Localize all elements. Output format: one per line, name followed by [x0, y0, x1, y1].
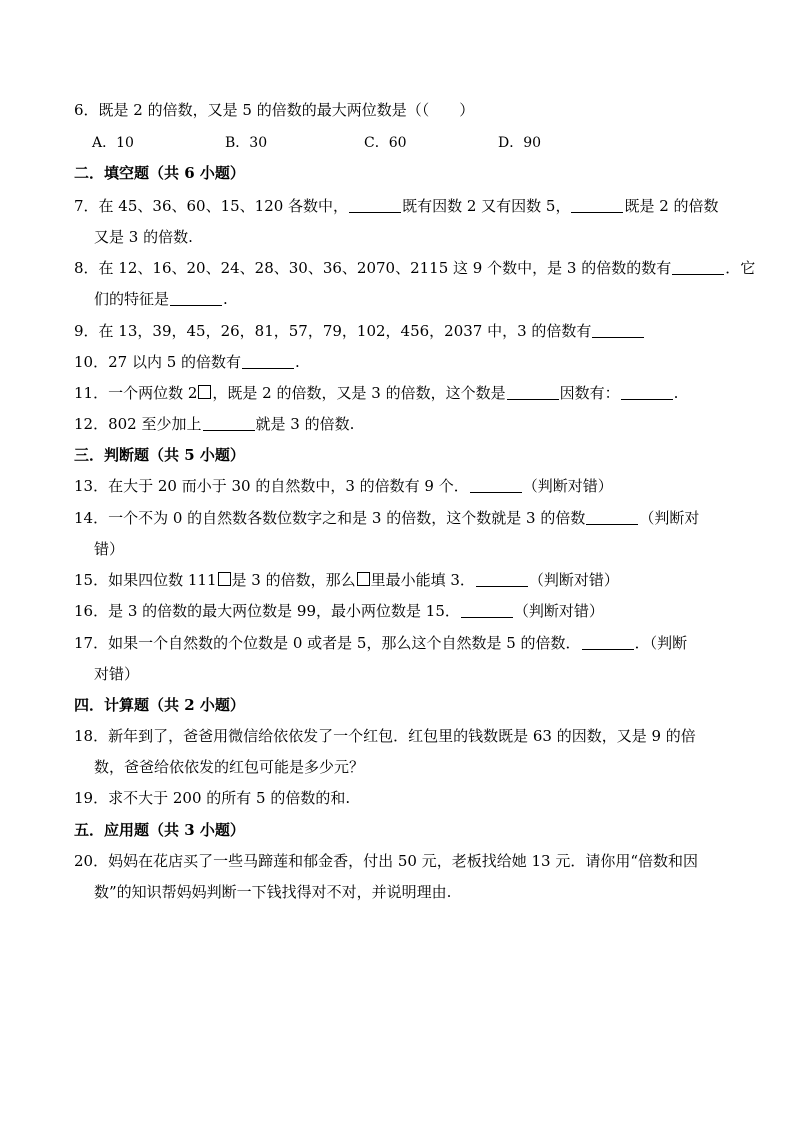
question-10-text-1: 10．27 以内 5 的倍数有 [74, 353, 242, 371]
answer-blank[interactable] [476, 571, 528, 587]
question-13-text-2: （判断对错） [522, 477, 613, 495]
question-7-text-3: 既是 2 的倍数 [624, 197, 719, 215]
question-11 [74, 382, 678, 404]
question-8-text-1: 8．在 12、16、20、24、28、30、36、2070、2115 这 9 个数中，是 3 的倍数的数有 [74, 259, 672, 277]
question-11-text-2: ，既是 2 的倍数，又是 3 的倍数，这个数是 [212, 384, 506, 402]
question-13 [74, 475, 613, 497]
question-7-text-2: 既有因数 2 又有因数 5， [402, 197, 571, 215]
question-11-text-1: 11．一个两位数 2 [74, 384, 198, 402]
question-8 [74, 257, 755, 279]
answer-blank[interactable] [349, 197, 401, 213]
answer-blank[interactable] [203, 415, 255, 431]
question-15-text-1: 15．如果四位数 111 [74, 571, 217, 589]
question-7 [74, 195, 719, 217]
option-b: B．30 [225, 135, 268, 151]
question-14 [74, 507, 699, 529]
question-6-text: 6．既是 2 的倍数，又是 5 的倍数的最大两位数是（（ ） [74, 101, 475, 119]
answer-blank[interactable] [461, 602, 513, 618]
question-14-text-1: 14．一个不为 0 的自然数各数位数字之和是 3 的倍数，这个数就是 3 的倍数 [74, 509, 586, 527]
question-15-text-4: （判断对错） [528, 571, 619, 589]
answer-blank[interactable] [507, 384, 559, 400]
digit-box [218, 572, 231, 586]
question-8-line-2 [94, 288, 228, 310]
section-5-heading: 五．应用题（共 3 小题） [74, 821, 245, 839]
question-8-text-4: . [223, 290, 228, 308]
question-18-line-2: 数，爸爸给依依发的红包可能是多少元？ [94, 758, 365, 776]
section-3-heading: 三．判断题（共 5 小题） [74, 446, 245, 464]
answer-blank[interactable] [470, 477, 522, 493]
question-20: 20．妈妈在花店买了一些马蹄莲和郁金香，付出 50 元，老板找给她 13 元．请你用“倍数和因 [74, 852, 699, 870]
question-14-line-2: 错） [94, 540, 125, 558]
answer-blank[interactable] [586, 509, 638, 525]
answer-blank[interactable] [170, 290, 222, 306]
question-9-text: 9．在 13，39，45，26，81，57，79，102，456，2037 中，3 的倍数有 [74, 322, 592, 340]
question-20-line-2: 数”的知识帮妈妈判断一下钱找得对不对，并说明理由. [94, 883, 452, 901]
answer-blank[interactable] [672, 259, 724, 275]
answer-blank[interactable] [571, 197, 623, 213]
question-11-text-3: 因数有： [559, 384, 620, 402]
question-17-line-2: 对错） [94, 665, 140, 683]
question-15 [74, 569, 619, 591]
question-12 [74, 413, 354, 435]
option-a: A．10 [92, 135, 134, 151]
question-8-text-2: ．它 [725, 259, 756, 277]
question-11-text-4: . [673, 384, 679, 402]
question-16-text-1: 16．是 3 的倍数的最大两位数是 99，最小两位数是 15． [74, 602, 460, 620]
section-4-heading: 四．计算题（共 2 小题） [74, 696, 245, 714]
question-9 [74, 320, 645, 342]
question-16 [74, 600, 604, 622]
question-17 [74, 632, 687, 654]
digit-box [357, 572, 370, 586]
answer-blank[interactable] [242, 353, 294, 369]
question-13-text-1: 13．在大于 20 而小于 30 的自然数中，3 的倍数有 9 个． [74, 477, 469, 495]
question-16-text-2: （判断对错） [513, 602, 604, 620]
question-7-line-2: 又是 3 的倍数. [94, 228, 193, 246]
question-12-text-1: 12．802 至少加上 [74, 415, 202, 433]
question-17-text-1: 17．如果一个自然数的个位数是 0 或者是 5，那么这个自然数是 5 的倍数． [74, 634, 581, 652]
question-15-text-2: 是 3 的倍数，那么 [231, 571, 356, 589]
question-19: 19．求不大于 200 的所有 5 的倍数的和. [74, 789, 351, 807]
answer-blank[interactable] [592, 322, 644, 338]
answer-blank[interactable] [582, 634, 634, 650]
question-8-text-3: 们的特征是 [94, 290, 170, 308]
digit-box [198, 385, 211, 399]
question-10 [74, 351, 300, 373]
question-18: 18．新年到了，爸爸用微信给依依发了一个红包．红包里的钱数既是 63 的因数，又是 9 的倍 [74, 727, 696, 745]
option-d: D．90 [498, 135, 542, 151]
question-15-text-3: 里最小能填 3． [370, 571, 475, 589]
section-2-heading: 二．填空题（共 6 小题） [74, 164, 245, 182]
question-10-text-2: . [295, 353, 300, 371]
question-17-text-2: ．（判断 [634, 634, 688, 652]
answer-blank[interactable] [621, 384, 673, 400]
option-c: C．60 [364, 135, 407, 151]
question-7-text-1: 7．在 45、36、60、15、120 各数中， [74, 197, 349, 215]
question-14-text-2: （判断对 [639, 509, 700, 527]
question-12-text-2: 就是 3 的倍数. [255, 415, 355, 433]
question-6 [74, 99, 474, 121]
